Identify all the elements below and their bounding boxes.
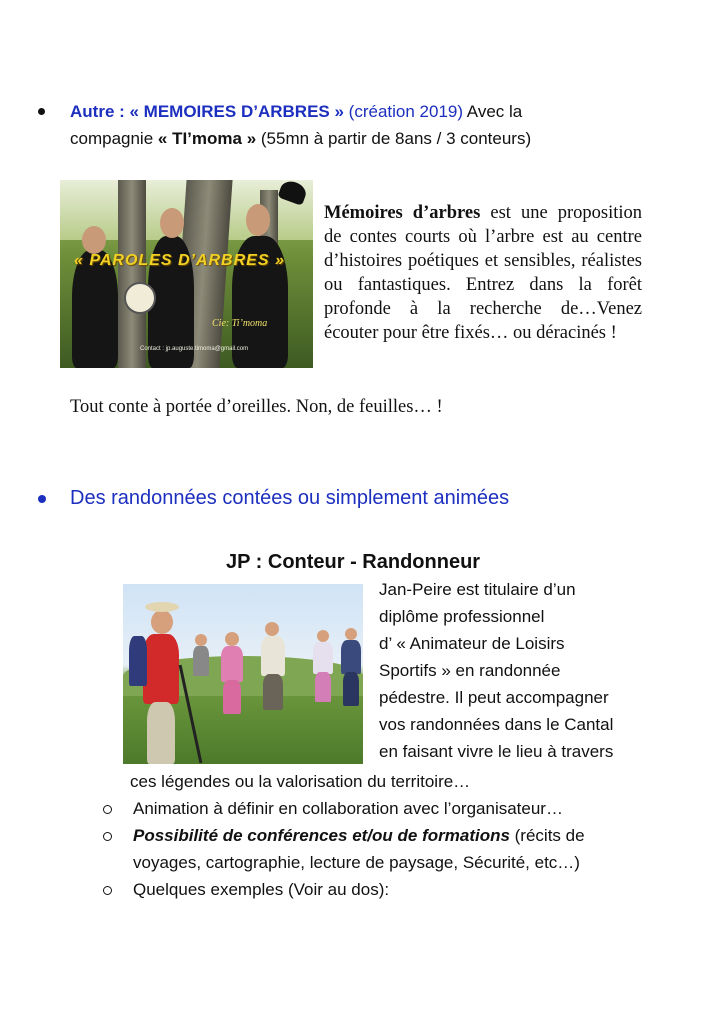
avec-text: Avec la xyxy=(463,102,523,121)
photo-title-text: « PAROLES D’ARBRES » xyxy=(74,252,285,269)
photo-mail-text: Contact : jp.auguste.timoma@gmail.com xyxy=(140,346,249,352)
creation-year: (création 2019) xyxy=(348,102,464,121)
memoires-body: est une proposition de contes courts où l’arbre est au centre d’histoires poétiques et sensibles, réalistes ou fantastiques. Entrez dans la forêt profonde à la recherche de…Venez écouter pour être fixés… ou déracinés ! xyxy=(324,203,643,343)
compagnie-prefix: compagnie xyxy=(70,129,158,148)
conteur-randonneur-title: JP : Conteur - Randonneur xyxy=(226,551,481,573)
photo-cie-text: Cie: Ti’moma xyxy=(212,318,268,329)
list-item-conferences-line2: voyages, cartographie, lecture de paysage, Sécurité, etc…) xyxy=(133,853,580,872)
list-circle-3 xyxy=(103,886,112,895)
list-item-exemples: Quelques exemples (Voir au dos): xyxy=(133,880,390,899)
compagnie-name: « TI’moma » xyxy=(157,129,257,148)
jp-description xyxy=(379,576,679,765)
list-circle-2 xyxy=(103,832,112,841)
conferences-rest: (récits de xyxy=(509,826,585,845)
compagnie-details: (55mn à partir de 8ans / 3 conteurs) xyxy=(256,129,532,148)
compagnie-line xyxy=(70,127,670,151)
bullet-randonnees xyxy=(38,495,46,503)
desc-line: vos randonnées dans le Cantal xyxy=(379,715,614,734)
desc-line: en faisant vivre le lieu à travers xyxy=(379,742,614,761)
autre-label: Autre : « MEMOIRES D’ARBRES » xyxy=(70,102,344,121)
desc-line: d’ « Animateur de Loisirs xyxy=(379,634,565,653)
autre-heading xyxy=(70,100,670,124)
memoires-description xyxy=(324,201,642,345)
desc-line: diplôme professionnel xyxy=(379,607,545,626)
randonnee-photo xyxy=(123,584,363,764)
desc-line: Sportifs » en randonnée xyxy=(379,661,561,680)
desc-last-line: ces légendes ou la valorisation du territoire… xyxy=(130,772,471,791)
closing-line: Tout conte à portée d’oreilles. Non, de feuilles… ! xyxy=(70,397,443,417)
list-item-animation: Animation à définir en collaboration avec l’organisateur… xyxy=(133,799,563,818)
bullet-autre xyxy=(38,108,45,115)
memoires-title: Mémoires d’arbres xyxy=(324,203,481,223)
desc-line: Jan-Peire est titulaire d’un xyxy=(379,580,576,599)
conferences-bold: Possibilité de conférences et/ou de formations xyxy=(133,826,510,845)
list-circle-1 xyxy=(103,805,112,814)
randonnees-heading: Des randonnées contées ou simplement animées xyxy=(70,487,510,509)
paroles-darbres-photo xyxy=(60,180,313,368)
list-item-conferences xyxy=(133,822,585,849)
desc-line: pédestre. Il peut accompagner xyxy=(379,688,609,707)
